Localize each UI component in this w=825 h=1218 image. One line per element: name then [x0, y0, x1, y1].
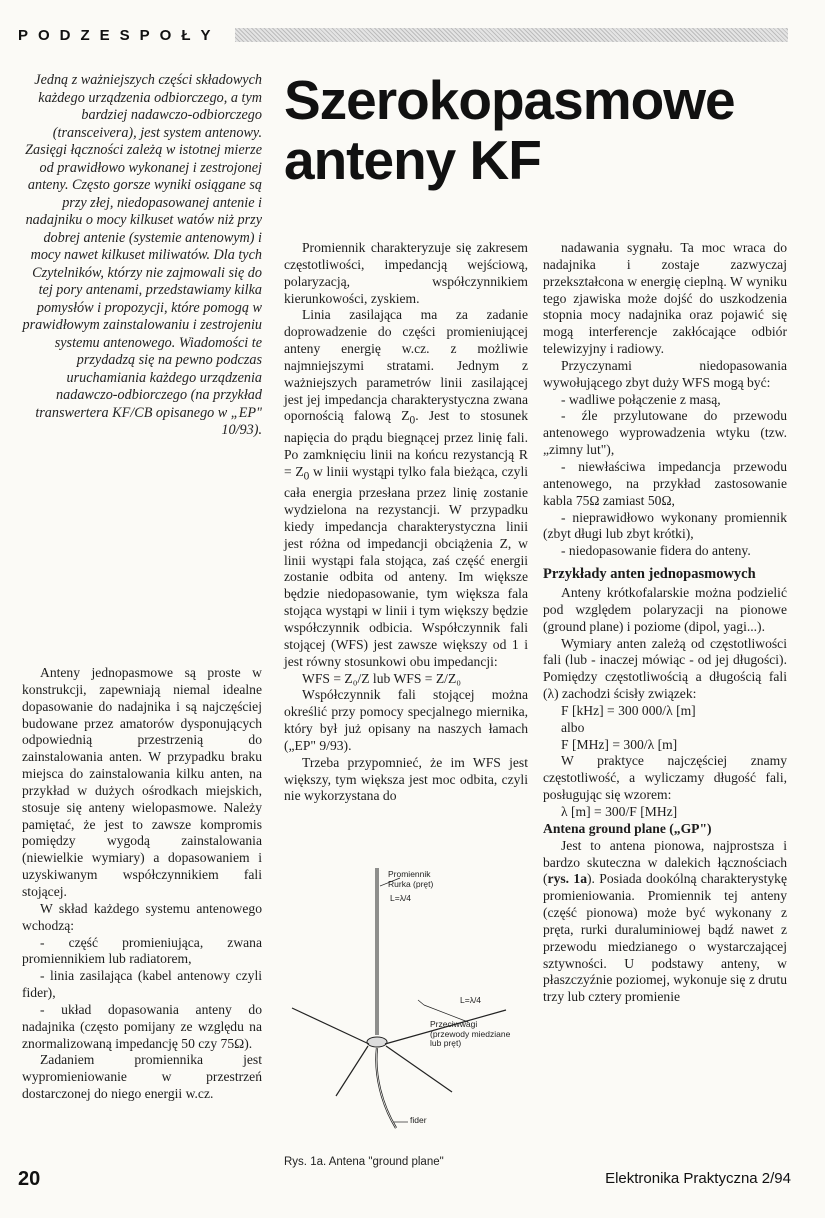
antenna-diagram [284, 860, 528, 1160]
paragraph: Współczynnik fali stojącej można określić przy pomocy specjalnego miernika, który był już opisany na naszych łamach („EP" 9/93). [284, 687, 528, 753]
paragraph: Zadaniem promiennika jest wypromieniowanie w przestrzeń dostarczonej do niego energii w.cz. [22, 1052, 262, 1102]
paragraph: Anteny jednopasmowe są proste w konstrukcji, zapewniają niemal idealne dopasowanie do nadajnika i są najczęściej budowane przez amatorów dysponujących odpowiednią przestrzenią do zainstalowania anten. W przypadku braku miejsca do zainstalowania kilku anten, na przykład w dużych ośrodkach miejskich, stosuje się anteny wielopasmowe. Należy pamiętać, że jest to zawsze kompromis pomiędzy wygodą zainstalowania (niewielkie wymiary) a dopasowaniem i uzyskiwanym współczynnikiem fali stojącej. [22, 665, 262, 899]
list-item: - układ dopasowania anteny do nadajnika (często pomijany ze względu na znormalizowaną impedancję 50 czy 75Ω). [22, 1001, 262, 1051]
paragraph: Anteny krótkofalarskie można podzielić pod względem polaryzacji na pionowe (ground plane) i poziome (dipol, yagi...). [543, 585, 787, 634]
intro-text: Jedną z ważniejszych części składowych każdego urządzenia odbiorczego, a tym bardziej nadawczo-odbiorczego (transceivera), jest system antenowy. Zasięgi łączności zależą w istotnej mierze od prawidłowo wykonanej i zestrojonej anteny. Często gorsze wyniki osiągane są przy złej, niedopasowanej antenie i nadajniku o mocy kilkuset watów niż przy dobrej antenie (systemie antenowym) i mocy nawet kilkuset miliwatów. Dla tych Czytelników, którzy nie zajmowali się do tej pory antenami, przedstawiamy kilka pomysłów i propozycji, które pomogą w prawidłowym zainstalowaniu i zestrojeniu systemu antenowego. Wiadomości te przydadzą się na pewno podczas uruchamiania każdego urządzenia nadawczo-odbiorczego (na przykład transwertera KF/CB opisanego w „EP" 10/93). [22, 72, 262, 438]
paragraph: nadawania sygnału. Ta moc wraca do nadajnika i zostaje zazwyczaj przekształcona w energię cieplną. W wyniku tego zjawiska może dojść do uszkodzenia stopnia mocy nadajnika oraz pojawić się mogą interferencje zakłócające odbiór telewizyjny i radiowy. [543, 240, 787, 357]
magazine-issue: Elektronika Praktyczna 2/94 [605, 1170, 791, 1187]
subheading: Przykłady anten jednopasmowych [543, 566, 756, 583]
figure-ground-plane [284, 860, 528, 1180]
formula: λ [m] = 300/F [MHz] [561, 804, 678, 819]
formula: F [MHz] = 300/λ [m] [561, 736, 678, 752]
formula-connector: albo [561, 719, 585, 735]
header-band [235, 28, 788, 42]
list-item: - niedopasowanie fidera do anteny. [561, 543, 751, 559]
list-item: - źle przylutowane do przewodu antenowego wyprowadzenia wtyku (tzw. „zimny lut"), [543, 408, 787, 458]
paragraph: Promiennik charakteryzuje się zakresem częstotliwości, impedancją wejściową, polaryzacją, współczynnikiem kierunkowości, zyskiem. [284, 240, 528, 306]
figure-reference: rys. 1a [547, 871, 588, 887]
title-line-1: Szerokopasmowe [284, 69, 735, 131]
paragraph [284, 307, 528, 670]
paragraph: Trzeba przypomnieć, że im WFS jest większy, tym większa jest moc odbita, czyli nie wykorzystana do [284, 754, 528, 804]
text-run: . Jest to stosunek napięcia do prądu biegnącej przez linię fali. Po zamknięciu linii na końcu rezystancją R = Z [284, 408, 528, 479]
subscript: 0 [303, 470, 310, 483]
section-header [18, 22, 788, 48]
column-right [543, 240, 787, 1006]
text-run: Jest to antena pionowa, najprostsza i bardzo skuteczna w dalekich łącznościach ( [543, 837, 787, 887]
figure-caption: Rys. 1a. Antena "ground plane" [284, 1156, 444, 1168]
paragraph: Wymiary anten zależą od częstotliwości fali (lub - inaczej mówiąc - od jej długości). Pomiędzy częstotliwością a długością fali (λ) zachodzi ścisły związek: [543, 635, 787, 702]
paragraph: Przyczynami niedopasowania wywołującego zbyt duży WFS mogą być: [543, 357, 787, 390]
text-run: Linia zasilająca ma za zadanie doprowadzenie do części promieniującej anteny energię w.cz. z możliwie najmniejszymi stratami. Jednym z ważniejszych parametrów linii zasilającej jest jej impedancja charakterystyczna zwana opornością falową Z [284, 307, 528, 424]
text-run: w linii wystąpi tylko fala bieżąca, czyli cała energia przesłana przez linię zostanie wydzielona na rezystancji. W przypadku kiedy impedancja charakterystyczna linii jest różna od impedancji obciążenia Z, w linii wystąpi fala stojąca, zaś część energii zostanie odbita od anteny. Im większe będzie niedopasowanie, tym większa fala stojąca wystąpi w linii i tym większy będzie współczynnik odbicia. Współczynnik fali stojącej (WFS) jest zawsze większy od 1 i jest równy stosunkowi obu impedancji: [284, 463, 528, 669]
paragraph: W skład każdego systemu antenowego wchodzą: [22, 900, 262, 933]
column-middle [284, 240, 528, 805]
article-title [284, 70, 804, 190]
list-item: - wadliwe połączenie z masą, [561, 391, 721, 407]
formula: WFS = Z₀/Z lub WFS = Z/Z₀ [302, 670, 461, 686]
page-number: 20 [18, 1168, 41, 1190]
list-item: - część promieniująca, zwana promiennikiem lub radiatorem, [22, 934, 262, 967]
subscript: 0 [409, 415, 416, 428]
paragraph [543, 838, 787, 1006]
list-item: - niewłaściwa impedancja przewodu antenowego, na przykład zastosowanie kabla 75Ω zamiast 50Ω, [543, 458, 787, 508]
run-in-heading: Antena ground plane („GP") [543, 820, 712, 836]
label-radials: Przeciwwagi (przewody miedziane lub pręt) [430, 1019, 511, 1048]
label-length-vertical: L=λ/4 [390, 893, 412, 903]
label-feeder: fider [410, 1115, 427, 1125]
label-length-radial: L=λ/4 [460, 995, 482, 1005]
list-item: - nieprawidłowo wykonany promiennik (zbyt długi lub zbyt krótki), [543, 509, 787, 542]
text-run: ). Posiada dookólną charakterystykę promieniowania. Promiennik tej anteny (część pionowa) może być wykonany z pręta, rurki duraluminiowej bądź nawet z przewodu miedzianego o wystarczającej sztywności. U podstawy anteny, w płaszczyźnie poziomej, wykonuje się z drutu trzy lub cztery promienie [543, 871, 787, 1005]
formula: F [kHz] = 300 000/λ [m] [561, 702, 696, 718]
list-item: - linia zasilająca (kabel antenowy czyli fider), [22, 968, 262, 1001]
title-line-2: anteny KF [284, 129, 541, 191]
paragraph: W praktyce najczęściej znamy częstotliwość, a wyliczamy długość fali, posługując się wzorem: [543, 753, 787, 803]
label-radiator: Promiennik Rurka (pręt) [388, 869, 434, 889]
column-left [22, 665, 262, 1103]
section-label: PODZESPOŁY [18, 26, 221, 44]
